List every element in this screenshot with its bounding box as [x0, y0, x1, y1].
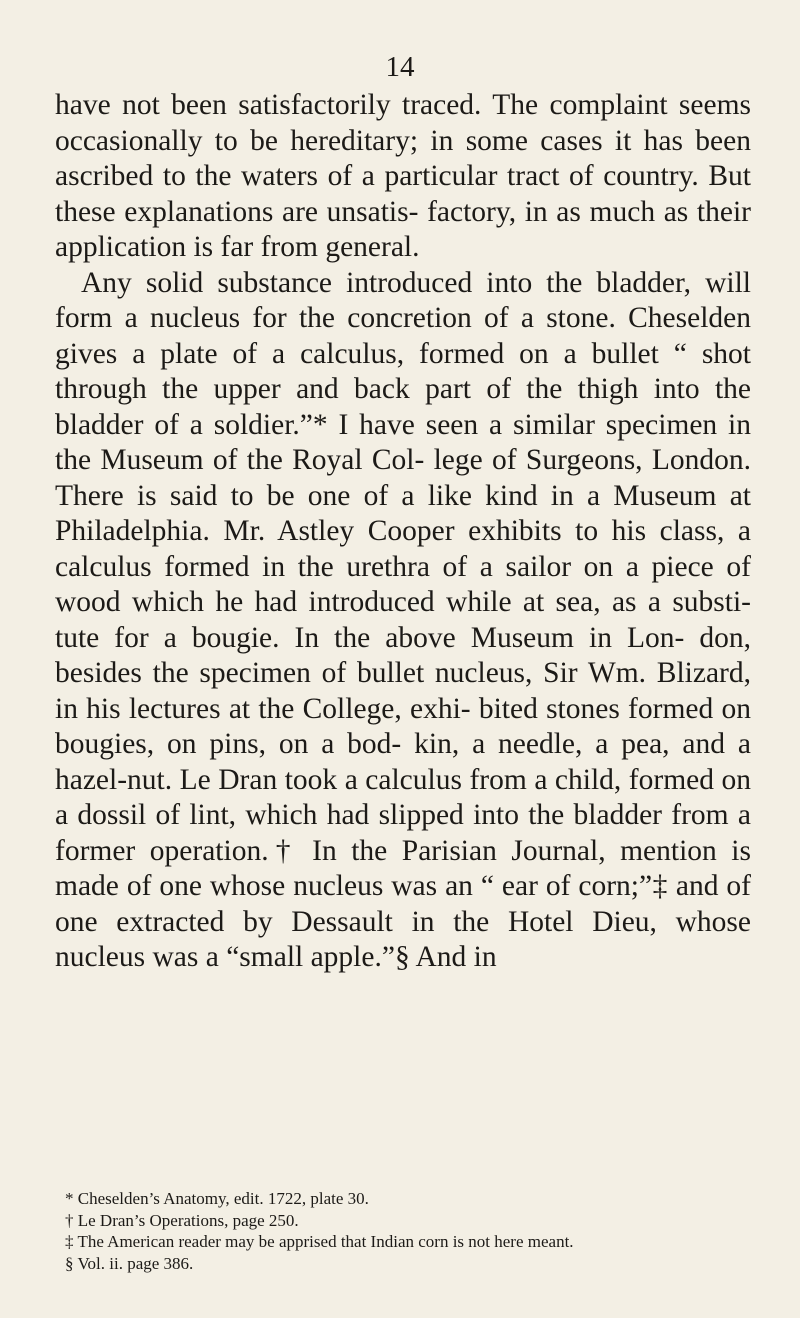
page-number: 14	[385, 51, 415, 83]
body-text	[55, 88, 751, 976]
footnotes	[55, 1188, 751, 1274]
paragraph-foreign-bodies: Any solid substance introduced into the bladder, will form a nucleus for the concretion of a stone. Cheselden gives a plate of a calculus, formed on a bullet “ shot through the upper and back part of the thigh into the bladder of a soldier.”* I have seen a similar specimen in the Museum of the Royal Col- lege of Surgeons, London. There is said to be one of a like kind in a Museum at Philadelphia. Mr. Astley Cooper exhibits to his class, a calculus formed in the urethra of a sailor on a piece of wood which he had introduced while at sea, as a substi- tute for a bougie. In the above Museum in Lon- don, besides the specimen of bullet nucleus, Sir Wm. Blizard, in his lectures at the College, exhi- bited stones formed on bougies, on pins, on a bod- kin, a needle, a pea, and a hazel-nut. Le Dran took a calculus from a child, formed on a dossil of lint, which had slipped into the bladder from a former operation.† In the Parisian Journal, mention is made of one whose nucleus was an “ ear of corn;”‡ and of one extracted by Dessault in the Hotel Dieu, whose nucleus was a “small apple.”§ And in	[55, 266, 751, 973]
paragraph-continued: have not been satisfactorily traced. The complaint seems occasionally to be hereditary; in some cases it has been ascribed to the waters of a particular tract of country. But these explanations are unsatis- factory, in as much as their application is far from general.	[55, 89, 751, 263]
footnote-indian-corn: ‡ The American reader may be apprised that Indian corn is not here meant.	[65, 1232, 574, 1251]
footnote-le-dran: † Le Dran’s Operations, page 250.	[65, 1210, 299, 1230]
footnote-cheselden: * Cheselden’s Anatomy, edit. 1722, plate 30.	[65, 1189, 369, 1208]
footnote-volume: § Vol. ii. page 386.	[65, 1253, 194, 1273]
